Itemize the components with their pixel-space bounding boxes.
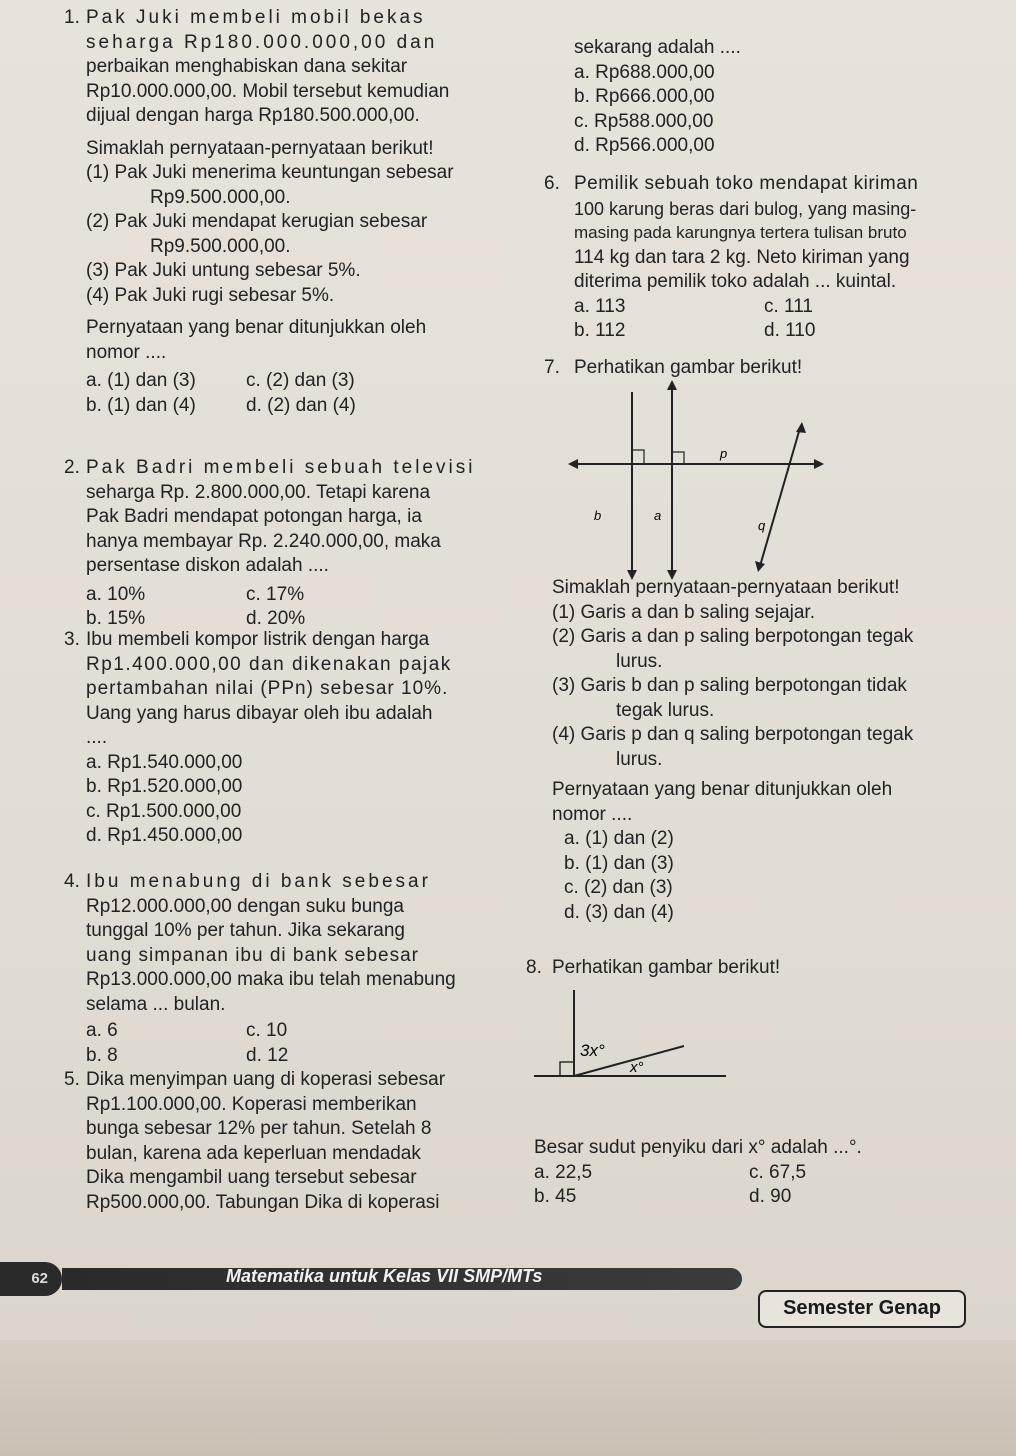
q8-question: Besar sudut penyiku dari x° adalah ...°. [534,1137,862,1158]
option[interactable]: d. (3) dan (4) [564,901,674,923]
statement: (2) Pak Juki mendapat kerugian sebesar Rp9.500.000,00. [86,211,428,257]
q7-question: nomor .... [552,803,633,825]
answer-options [86,369,531,418]
label-3x: 3x° [580,1041,605,1060]
option[interactable]: d. 110 [764,320,816,341]
question-number: 8. [526,957,542,978]
q4-line: Ibu menabung di bank sebesar [86,871,431,892]
statement: (1) Pak Juki menerima keuntungan sebesar Rp9.500.000,00. [86,162,454,208]
label-q: q [758,518,766,533]
option[interactable]: d. 12 [246,1044,289,1066]
q7-intro: Simaklah pernyataan-pernyataan berikut! [552,577,900,598]
q5-line: bunga sebesar 12% per tahun. Setelah 8 [86,1118,432,1139]
option[interactable]: d. 20% [246,608,306,629]
option[interactable]: d. Rp1.450.000,00 [86,825,243,846]
statement: (3) Garis b dan p saling berpotongan tidak tegak lurus. [552,675,907,721]
q3-line: Rp1.400.000,00 dan dikenakan pajak [86,653,452,675]
q1-intro: Simaklah pernyataan-pernyataan berikut! [86,137,434,159]
statement: (2) Garis a dan p saling berpotongan tegak lurus. [552,626,914,672]
q4-line: tunggal 10% per tahun. Jika sekarang [86,920,405,941]
statement: (4) Garis p dan q saling berpotongan tegak lurus. [552,724,914,770]
option[interactable]: a. 10% [86,583,146,605]
q6-line: Pemilik sebuah toko mendapat kiriman [574,173,919,194]
label-p: p [720,446,728,461]
option[interactable]: a. (1) dan (3) [86,370,196,391]
q6-line: masing pada karungnya tertera tulisan bruto [574,223,907,242]
question-number: 4. [64,871,80,892]
question-2 [64,456,531,632]
statement: (4) Pak Juki rugi sebesar 5%. [86,284,335,306]
option[interactable]: b. (1) dan (3) [564,852,674,874]
option[interactable]: c. 67,5 [749,1161,807,1183]
q5-line: bulan, karena ada keperluan mendadak [86,1142,421,1164]
q5-continuation: sekarang adalah .... [574,37,741,58]
option[interactable]: c. 10 [246,1020,288,1041]
q5-line: Dika menyimpan uang di koperasi sebesar [86,1069,446,1090]
q4-line: selama ... bulan. [86,993,226,1015]
angle-figure [534,984,734,1114]
option[interactable]: b. 112 [574,320,626,341]
q1-question: Pernyataan yang benar ditunjukkan oleh [86,317,427,338]
q2-line: hanya membayar Rp. 2.240.000,00, maka [86,530,441,552]
option[interactable]: c. (2) dan (3) [246,370,355,391]
q6-line: 114 kg dan tara 2 kg. Neto kiriman yang [574,246,910,268]
question-4 [64,870,531,1068]
answer-options [552,827,982,925]
line-q [760,428,800,566]
page-number: 62 [0,1262,62,1296]
answer-options [86,751,531,849]
option[interactable]: b. 15% [86,608,146,629]
option[interactable]: a. 22,5 [534,1161,593,1183]
q3-line: pertambahan nilai (PPn) sebesar 10%. [86,678,449,699]
question-number: 3. [64,629,80,650]
question-number: 1. [64,7,80,28]
q1-line: perbaikan menghabiskan dana sekitar [86,56,408,77]
q4-line: Rp13.000.000,00 maka ibu telah menabung [86,969,456,990]
lines-figure [568,380,828,580]
answer-options [534,1161,974,1210]
question-6 [544,172,974,344]
option[interactable]: d. (2) dan (4) [246,394,356,416]
option[interactable]: a. 6 [86,1020,118,1041]
book-title: Matematika untuk Kelas VII SMP/MTs [226,1266,543,1286]
q5-line: Dika mengambil uang tersebut sebesar [86,1167,417,1188]
q1-question: nomor .... [86,341,167,363]
q3-line: Ibu membeli kompor listrik dengan harga [86,629,430,650]
statement: (3) Pak Juki untung sebesar 5%. [86,260,361,281]
question-5-continued [574,36,974,159]
q5-line: Rp500.000,00. Tabungan Dika di koperasi [86,1191,440,1213]
answer-options [86,583,531,632]
q5-line: Rp1.100.000,00. Koperasi memberikan [86,1093,417,1115]
option[interactable]: c. Rp1.500.000,00 [86,800,242,822]
option[interactable]: c. 111 [764,295,813,317]
q3-line: .... [86,727,108,748]
semester-badge: Semester Genap [758,1290,966,1328]
q4-line: Rp12.000.000,00 dengan suku bunga [86,895,404,917]
answer-options [86,1019,531,1068]
option[interactable]: c. (2) dan (3) [564,877,673,898]
q1-line: Pak Juki membeli mobil bekas [86,7,426,28]
option[interactable]: d. Rp566.000,00 [574,135,715,156]
answer-options [574,295,974,344]
question-8 [526,956,974,981]
question-number: 6. [544,173,560,194]
q2-line: Pak Badri membeli sebuah televisi [86,457,476,478]
question-7-statements [552,576,982,925]
q2-line: Pak Badri mendapat potongan harga, ia [86,506,422,527]
question-number: 7. [544,357,560,378]
q7-question: Pernyataan yang benar ditunjukkan oleh [552,779,893,800]
answer-options [574,61,974,159]
option[interactable]: a. Rp1.540.000,00 [86,751,243,773]
option[interactable]: c. Rp588.000,00 [574,110,714,132]
q3-line: Uang yang harus dibayar oleh ibu adalah [86,702,433,724]
q8-title: Perhatikan gambar berikut! [552,957,781,978]
q1-line: Rp10.000.000,00. Mobil tersebut kemudian [86,80,450,102]
q1-line: dijual dengan harga Rp180.500.000,00. [86,105,420,126]
question-number: 5. [64,1069,80,1090]
question-1 [64,6,531,418]
option[interactable]: b. (1) dan (4) [86,394,196,416]
question-8-body [534,1136,974,1210]
q2-line: persentase diskon adalah .... [86,555,329,576]
q2-line: seharga Rp. 2.800.000,00. Tetapi karena [86,481,431,503]
option[interactable]: b. Rp666.000,00 [574,86,715,107]
q6-line: 100 karung beras dari bulog, yang masing- [574,198,917,219]
question-7 [544,356,974,381]
label-a: a [654,508,662,523]
option[interactable]: b. Rp1.520.000,00 [86,776,243,797]
question-number: 2. [64,457,80,478]
option[interactable]: d. 90 [749,1186,792,1207]
q7-title: Perhatikan gambar berikut! [574,357,803,378]
option[interactable]: a. Rp688.000,00 [574,61,715,83]
label-x: x° [630,1059,644,1076]
statement: (1) Garis a dan b saling sejajar. [552,601,815,623]
q6-line: diterima pemilik toko adalah ... kuintal. [574,271,897,292]
option[interactable]: a. 113 [574,295,626,317]
option[interactable]: b. 8 [86,1044,118,1066]
q4-line: uang simpanan ibu di bank sebesar [86,944,419,966]
question-5 [64,1068,531,1215]
question-3 [64,628,531,849]
q1-line: seharga Rp180.000.000,00 dan [86,31,438,53]
label-b: b [594,508,602,523]
option[interactable]: b. 45 [534,1186,577,1207]
option[interactable]: c. 17% [246,583,305,605]
option[interactable]: a. (1) dan (2) [564,828,674,849]
background-surface [0,1340,1016,1456]
